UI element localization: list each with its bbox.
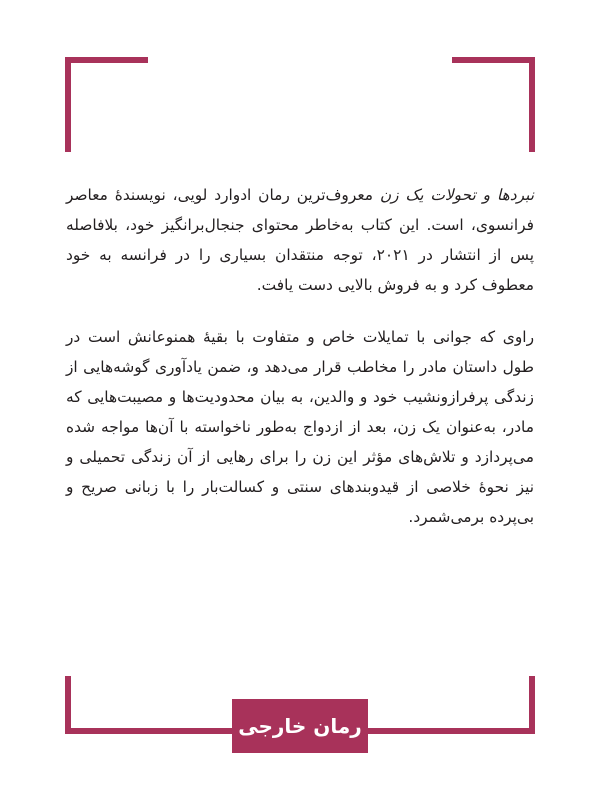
paragraph-intro bbox=[66, 180, 534, 300]
top-right-corner-bracket bbox=[452, 57, 535, 152]
book-title: نبردها و تحولات یک زن bbox=[379, 186, 535, 204]
paragraph-summary: راوی که جوانی با تمایلات خاص و متفاوت با بقیهٔ همنوعانش است در طول داستان مادر را مخاطب قرار می‌دهد و، ضمن یادآوری گوشه‌هایی از زندگی پرفرازونشیب خود و والدین، به بیان محدودیت‌ها و مصیبت‌هایی که مادر، به‌عنوان یک زن، بعد از ازدواج به‌طور ناخواسته با آن‌ها مواجه شده می‌پردازد و تلاش‌های مؤثر این زن را برای رهایی از آن زندگی تحمیلی و نیز نحوهٔ خلاصی از قیدوبندهای سنتی و کسالت‌بار را با زبانی صریح و بی‌پرده برمی‌شمرد. bbox=[66, 328, 534, 526]
genre-badge-label: رمان خارجی bbox=[238, 714, 362, 738]
top-left-corner-bracket bbox=[65, 57, 148, 152]
paragraph-intro-text: معروف‌ترین رمان ادوارد لویی، نویسندهٔ معاصر فرانسوی، است. این کتاب به‌خاطر محتوای جنجال‌برانگیز خود، بلافاصله پس از انتشار در ۲۰۲۱، توجه منتقدان بسیاری را در فرانسه به خود معطوف کرد و به فروش بالایی دست یافت. bbox=[66, 186, 534, 294]
genre-badge bbox=[232, 699, 368, 753]
description-text bbox=[66, 180, 534, 532]
